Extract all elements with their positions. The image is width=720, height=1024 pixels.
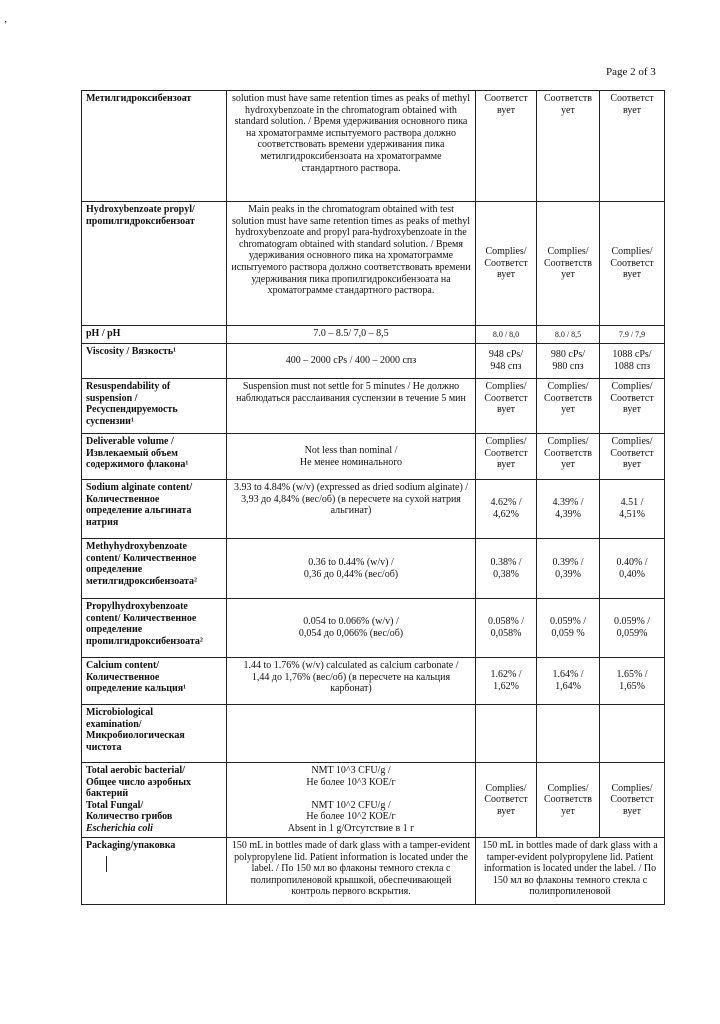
parameter-line: Микробиологическая	[86, 730, 185, 742]
result-line: Соответст	[610, 392, 654, 404]
result-line: Complies/	[547, 246, 589, 258]
specification-table	[81, 90, 665, 905]
specification-line: 1,44 до 1,76% (вес/об) (в пересчете на кальция карбонат)	[251, 671, 451, 695]
table-row	[82, 434, 665, 480]
table-row	[82, 480, 665, 539]
packaging-label: Packaging/упаковка	[86, 840, 176, 851]
parameter-cell	[82, 705, 227, 763]
result-line: 1,62%	[493, 681, 519, 692]
result-cell-3	[600, 658, 665, 705]
parameter-line: suspension /	[86, 392, 138, 404]
parameter-line: определение	[86, 564, 143, 576]
result-line: Complies/	[547, 436, 589, 447]
parameter-cell	[82, 658, 227, 705]
result-line: Complies/	[611, 381, 653, 392]
parameter-cell	[82, 539, 227, 599]
result-cell-2	[537, 91, 600, 202]
result-line: 1,65%	[619, 681, 645, 692]
parameter-line: Количественное	[86, 671, 160, 683]
result-line: Complies/	[485, 436, 527, 447]
result-line: 0,38%	[493, 568, 519, 580]
result-line: Complies/	[485, 246, 527, 258]
result-line: Соответст	[610, 794, 654, 806]
parameter-line: Calcium content/	[86, 660, 160, 671]
specification-line: Не более 10^3 КОЕ/г	[306, 776, 396, 788]
parameter-cell	[82, 763, 227, 838]
result-line: 4,51%	[619, 509, 645, 520]
result-cell-1	[476, 91, 537, 202]
result-line: 1088 спз	[613, 361, 651, 372]
result-line: 1.65% /	[616, 669, 648, 681]
specification-cell: 7.0 – 8.5/ 7,0 – 8,5	[227, 326, 476, 344]
handwritten-stroke	[106, 856, 107, 872]
parameter-line: Resuspendability of	[86, 381, 171, 392]
result-line: Соответств	[543, 257, 593, 269]
specification-cell	[227, 480, 476, 539]
specification-cell: 400 – 2000 cPs / 400 – 2000 спз	[227, 344, 476, 379]
specification-line: Not less than nominal /	[304, 444, 398, 456]
parameter-cell	[82, 838, 227, 905]
result-line: 0,059 %	[551, 628, 585, 639]
parameter-line: суспензии¹	[86, 415, 134, 427]
page-number: Page 2 of 3	[606, 66, 656, 78]
parameter-line: Ресуспендируемость	[86, 404, 178, 416]
parameter-line: Извлекаемый объем	[86, 447, 178, 459]
result-cell-3: 7.9 / 7,9	[600, 326, 665, 344]
result-cell-3	[600, 434, 665, 480]
parameter-line: Microbiological	[86, 707, 154, 718]
specification-line: 1.44 to 1.76% (w/v) calculated as calcium carbonate /	[243, 660, 459, 671]
result-cell-1	[476, 379, 537, 434]
result-cell-1: 8.0 / 8,0	[476, 326, 537, 344]
specification-cell	[227, 539, 476, 599]
result-line: 0,40%	[619, 568, 645, 580]
result-line: 948 cPs/	[488, 349, 524, 361]
parameter-line: Propylhydroxybenzoate	[86, 601, 188, 612]
result-cell-3	[600, 539, 665, 599]
result-line: 0.40% /	[616, 556, 648, 568]
parameter-line: натрия	[86, 516, 119, 528]
result-line: вует	[622, 104, 642, 116]
table-row	[82, 658, 665, 705]
parameter-line: Количество грибов	[86, 811, 173, 823]
specification-line: Не менее номинального	[299, 456, 403, 468]
parameter-cell	[82, 202, 227, 326]
table-row	[82, 344, 665, 379]
result-cell-2	[537, 434, 600, 480]
result-line: Соответств	[543, 93, 593, 104]
parameter-line: Methyhydroxybenzoate	[86, 541, 187, 552]
parameter-line: content/ Количественное	[86, 612, 197, 624]
packaging-result: 150 mL in bottles made of dark glass with a tamper-evident polypropylene lid. Patient information is located under the label. / По 150 мл во флаконы темного стекла с полипропиленовой	[476, 838, 665, 905]
result-line: 0.059% /	[549, 616, 587, 628]
table-row	[82, 763, 665, 838]
result-line: ует	[561, 805, 575, 817]
result-cell-2	[537, 480, 600, 539]
result-line: 1,64%	[555, 681, 581, 692]
result-line: 0.38% /	[490, 556, 522, 568]
result-line: 4,39%	[555, 509, 581, 520]
result-line: 0.39% /	[552, 556, 584, 568]
parameter-line: Hydroxybenzoate propyl/	[86, 204, 195, 215]
result-cell-1	[476, 705, 537, 763]
parameter-line: Deliverable volume /	[86, 436, 174, 447]
result-line: Соответст	[484, 257, 528, 269]
result-line: Complies/	[547, 782, 589, 794]
result-line: Соответст	[484, 392, 528, 404]
specification-line: Не более 10^2 КОЕ/г	[306, 811, 396, 823]
result-cell-2	[537, 344, 600, 379]
specification-cell	[227, 705, 476, 763]
result-line: вует	[496, 104, 516, 116]
table-row	[82, 202, 665, 326]
result-line: Complies/	[611, 246, 653, 258]
result-cell-2	[537, 705, 600, 763]
parameter-line: Total aerobic bacterial/	[86, 765, 185, 776]
result-line: 0,39%	[555, 568, 581, 580]
parameter-line: содержимого флакона¹	[86, 459, 189, 471]
result-cell-3	[600, 202, 665, 326]
parameter-line: examination/	[86, 718, 142, 730]
result-cell-1	[476, 434, 537, 480]
table-row	[82, 379, 665, 434]
specification-line: NMT 10^2 CFU/g /	[311, 799, 391, 811]
parameter-line-italic	[86, 823, 222, 835]
result-cell-1	[476, 599, 537, 658]
result-line: вует	[496, 269, 516, 281]
parameter-line: content/ Количественное	[86, 552, 197, 564]
result-cell-3	[600, 599, 665, 658]
corner-mark: ’	[4, 20, 8, 31]
specification-line: 0,36 до 0,44% (вес/об)	[303, 568, 399, 580]
result-line: Соответст	[610, 257, 654, 269]
result-line: Соответст	[610, 93, 654, 104]
result-line: 948 спз	[490, 361, 522, 372]
result-line: вует	[622, 269, 642, 281]
result-line: вует	[622, 404, 642, 416]
parameter-cell	[82, 434, 227, 480]
parameter-cell	[82, 480, 227, 539]
result-line: 4,62%	[493, 509, 519, 520]
result-line: Complies/	[485, 782, 527, 794]
table-row	[82, 705, 665, 763]
specification-line: 3,93 до 4,84% (вес/об) (в пересчете на сухой натрия альгинат)	[241, 493, 461, 517]
result-cell-1	[476, 539, 537, 599]
result-line: вует	[496, 404, 516, 416]
parameter-line: метилгидроксибензоата²	[86, 575, 197, 587]
result-cell-2	[537, 379, 600, 434]
table-row	[82, 326, 665, 344]
result-line: ует	[561, 269, 575, 281]
specification-line: 3.93 to 4.84% (w/v) (expressed as dried sodium alginate) /	[233, 482, 469, 493]
specification-cell: Suspension must not settle for 5 minutes / Не должно наблюдаться расслаивания суспензии в течение 5 мин	[227, 379, 476, 434]
result-cell-1	[476, 763, 537, 838]
parameter-line: определение альгината	[86, 505, 192, 517]
parameter-line: Количественное	[86, 493, 160, 505]
specification-line: NMT 10^3 CFU/g /	[311, 765, 391, 776]
table-row	[82, 91, 665, 202]
result-line: вует	[496, 805, 516, 817]
result-cell-3	[600, 480, 665, 539]
specification-cell: Main peaks in the chromatogram obtained with test solution must have same retention times as peaks of methyl hydroxybenzoate and propyl para-hydroxybenzoate in the chromatogram obtained with standard solution. / Время удерживания основного пика на хроматограмме испытуемого раствора должно соответствовать времени удерживания пика пропилгидроксибензоата на хроматограмме стандартного раствора.	[227, 202, 476, 326]
result-line: 0.058% /	[487, 616, 525, 628]
result-line: 4.51 /	[620, 497, 644, 509]
parameter-line: Метилгидроксибензоат	[86, 93, 192, 104]
parameter-line: определение кальция¹	[86, 683, 187, 695]
result-cell-1	[476, 658, 537, 705]
result-line: Соответст	[484, 447, 528, 459]
result-line: ует	[561, 404, 575, 416]
specification-cell	[227, 763, 476, 838]
result-line: 0.059% /	[613, 616, 651, 628]
result-line: ует	[561, 104, 575, 116]
parameter-cell	[82, 91, 227, 202]
result-line: 1.64% /	[552, 669, 584, 681]
parameter-cell: Viscosity / Вязкость¹	[82, 344, 227, 379]
parameter-cell: pH / pH	[82, 326, 227, 344]
result-line: вует	[622, 459, 642, 471]
parameter-cell	[82, 379, 227, 434]
table-row	[82, 539, 665, 599]
result-cell-3	[600, 344, 665, 379]
parameter-line: определение	[86, 624, 143, 636]
result-cell-1	[476, 480, 537, 539]
result-cell-2	[537, 539, 600, 599]
result-line: 1.62% /	[490, 669, 522, 681]
result-cell-3	[600, 379, 665, 434]
result-line: Complies/	[547, 381, 589, 392]
result-cell-2: 8.0 / 8,5	[537, 326, 600, 344]
parameter-line: Total Fungal/	[86, 799, 144, 811]
parameter-line: Sodium alginate content/	[86, 482, 193, 493]
result-cell-3	[600, 763, 665, 838]
result-line: вует	[496, 459, 516, 471]
specification-cell	[227, 599, 476, 658]
result-line: Соответст	[484, 93, 528, 104]
specification-cell: solution must have same retention times as peaks of methyl hydroxybenzoate in the chromatogram obtained with standard solution. / Время удерживания основного пика на хроматограмме испытуемого раствора должно соответствовать времени удерживания пика метилгидроксибензоата на хроматограмме стандартного раствора.	[227, 91, 476, 202]
parameter-line: пропилгидроксибензоата²	[86, 635, 203, 647]
result-line: Соответств	[543, 794, 593, 806]
result-line: Соответст	[610, 447, 654, 459]
result-line: 980 cPs/	[550, 349, 586, 361]
result-line: ует	[561, 459, 575, 471]
result-line: 4.39% /	[552, 497, 584, 509]
result-line: Complies/	[485, 381, 527, 392]
packaging-specification: 150 mL in bottles made of dark glass with a tamper-evident polypropylene lid. Patient information is located under the label. / По 150 мл во флаконы темного стекла с полипропиленовой крышкой, обеспечивающей контроль первого вскрытия.	[227, 838, 476, 905]
result-line: 0,058%	[490, 628, 522, 639]
result-cell-2	[537, 658, 600, 705]
table-row	[82, 838, 665, 905]
parameter-line: бактерий	[86, 788, 129, 800]
specification-cell	[227, 434, 476, 480]
result-cell-3	[600, 705, 665, 763]
result-cell-1	[476, 344, 537, 379]
parameter-line: пропилгидроксибензоат	[86, 215, 195, 227]
result-line: 4.62% /	[490, 497, 522, 509]
result-cell-2	[537, 763, 600, 838]
parameter-cell	[82, 599, 227, 658]
organism-name: Escherichia coli	[86, 822, 153, 834]
specification-line: 0.36 to 0.44% (w/v) /	[308, 556, 394, 568]
result-line: Соответст	[484, 794, 528, 806]
result-cell-1	[476, 202, 537, 326]
result-cell-3	[600, 91, 665, 202]
result-cell-2	[537, 599, 600, 658]
specification-cell	[227, 658, 476, 705]
result-line: Complies/	[611, 782, 653, 794]
specification-line: Absent in 1 g/Отсутствие в 1 г	[287, 822, 415, 834]
result-line: 980 спз	[552, 361, 584, 372]
result-line: вует	[622, 805, 642, 817]
result-line: 0,059%	[616, 628, 648, 639]
specification-gap	[231, 788, 471, 800]
parameter-line: Общее число аэробных	[86, 776, 191, 788]
parameter-line: чистота	[86, 741, 122, 753]
result-line: Соответств	[543, 392, 593, 404]
result-line: Соответств	[543, 447, 593, 459]
result-line: 1088 cPs/	[612, 349, 652, 361]
specification-line: 0,054 до 0,066% (вес/об)	[298, 628, 404, 639]
table-row	[82, 599, 665, 658]
result-line: Complies/	[611, 436, 653, 447]
specification-line: 0.054 to 0.066% (w/v) /	[303, 616, 399, 628]
result-cell-2	[537, 202, 600, 326]
